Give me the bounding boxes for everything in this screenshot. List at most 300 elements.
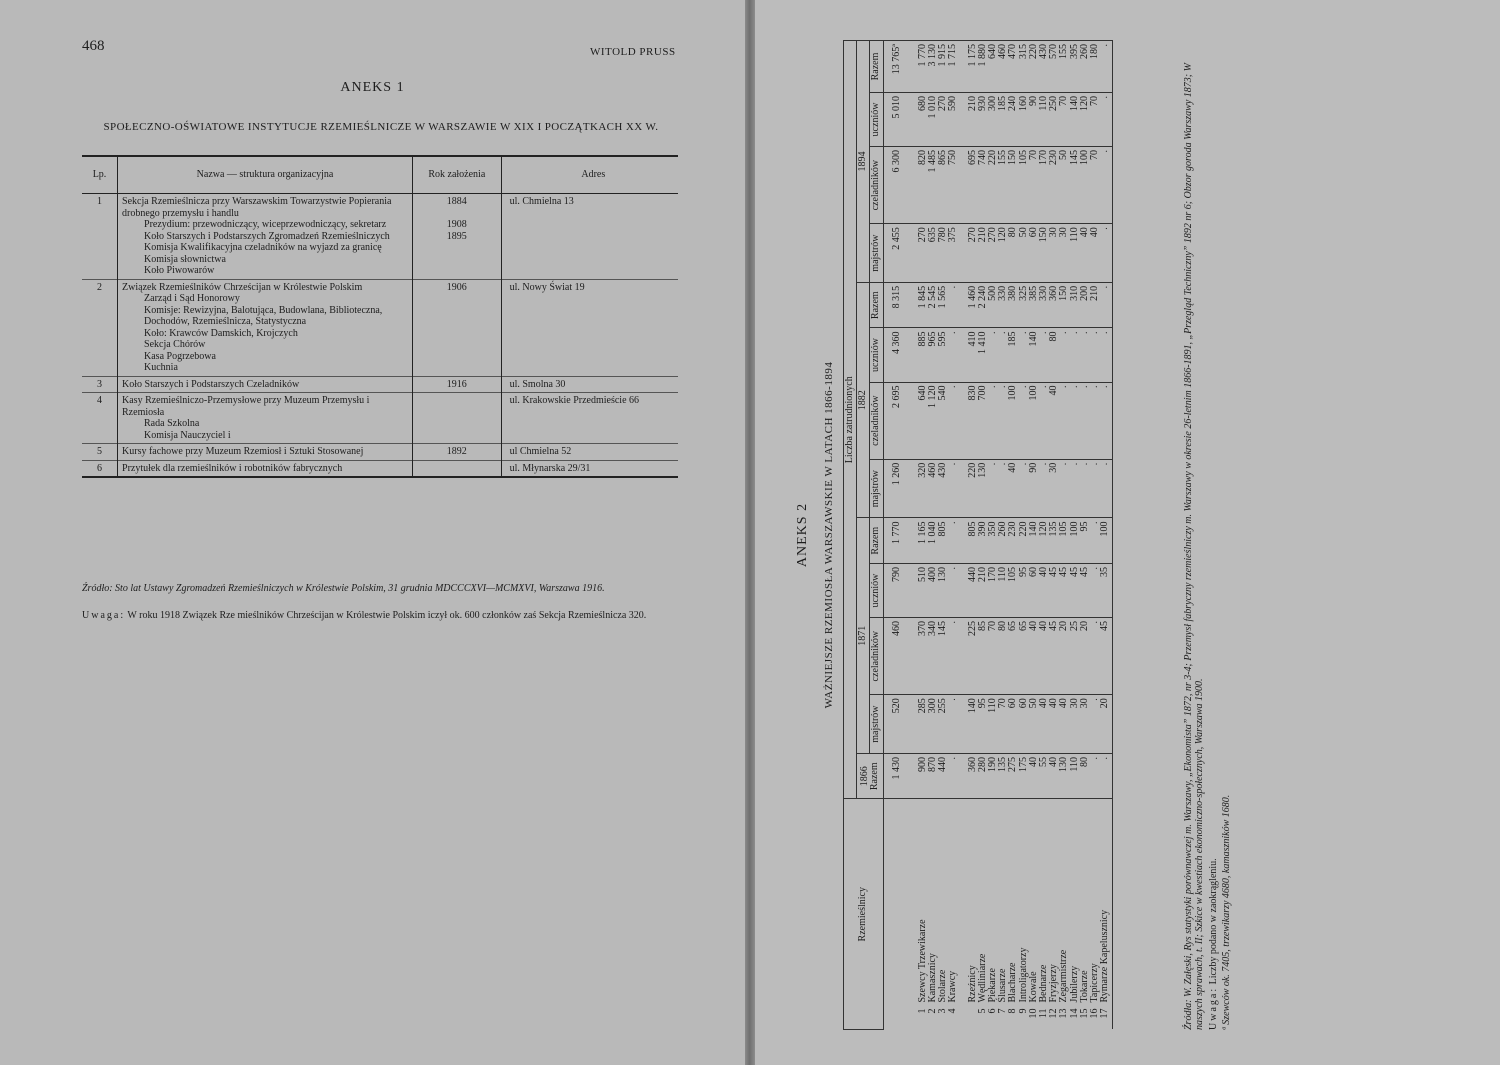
institution-year: 1906 (446, 281, 467, 293)
cell-value: 700 (978, 382, 988, 459)
cell-value: 330 (998, 282, 1008, 328)
cell-value: 380 (1008, 282, 1018, 328)
cell-value: 30 (1049, 459, 1059, 518)
h71-razem: Razem (870, 518, 883, 564)
cell-value: 190 (988, 753, 998, 799)
cell-value: . (948, 328, 958, 382)
left-page (0, 0, 745, 1065)
sub-unit: Sekcja Chórów (144, 339, 206, 350)
cell-value: 130 (938, 563, 948, 617)
totals-row (883, 41, 918, 1030)
h82-uczniow: uczniów (870, 328, 883, 382)
header-lp: Lp. (82, 156, 118, 194)
cell-value: 40 (1039, 695, 1049, 754)
h94-razem: Razem (870, 41, 883, 93)
table-row (1070, 41, 1080, 1030)
cell-value: 870 (928, 753, 938, 799)
cell-value: 20 (1080, 618, 1090, 695)
cell-value: 1 120 (928, 382, 938, 459)
h82-razem: Razem (870, 282, 883, 328)
cell-value: 185 (998, 92, 1008, 146)
sub-unit: Komisje: Rewizyjna, Balotująca, Budowlana, Biblioteczna, Dochodów, Rzemieślnicza, Statystyczna (144, 304, 383, 327)
row-year (413, 279, 502, 376)
cell-value: . (948, 618, 958, 695)
craft-name: Introligatorzy (1019, 799, 1029, 1006)
cell-value: 105 (1019, 147, 1029, 224)
cell-value: 220 (1019, 518, 1029, 564)
cell-value: . (1059, 459, 1069, 518)
cell-value: 220 (1029, 41, 1039, 93)
cell-value: 20 (1059, 618, 1069, 695)
row-name (118, 444, 413, 461)
cell-value: 35 (1100, 563, 1113, 617)
cell-value: . (1080, 382, 1090, 459)
rotated-annex-2 (795, 40, 1350, 1030)
cell-value: 325 (1019, 282, 1029, 328)
cell-value: 410 (959, 328, 978, 382)
institution-year: 1884 (446, 196, 467, 207)
cell-value: 740 (978, 147, 988, 224)
table-header-row (82, 156, 678, 194)
h82-czeladnikow: czeladników (870, 382, 883, 459)
cell-value: 1 260 (883, 459, 918, 518)
cell-value: 60 (1019, 695, 1029, 754)
institutions-table (82, 155, 678, 478)
cell-value: 100 (1008, 382, 1018, 459)
cell-value: 185 (1008, 328, 1018, 382)
row-name (118, 279, 413, 376)
cell-value: 1 460 (959, 282, 978, 328)
craft-lp: 3 (937, 1008, 949, 1014)
cell-value: 110 (1070, 753, 1080, 799)
cell-value: 385 (1029, 282, 1039, 328)
cell-value: 40 (1049, 695, 1059, 754)
cell-value: . (1080, 459, 1090, 518)
cell-value: . (948, 563, 958, 617)
craft-name: Stolarze (938, 799, 948, 1006)
cell-value: 40 (1039, 563, 1049, 617)
cell-value: 80 (1080, 753, 1090, 799)
table-row (82, 194, 678, 280)
sub-unit-year (417, 339, 497, 351)
cell-value: 100 (1100, 518, 1113, 564)
cell-value: . (1100, 41, 1113, 93)
sub-unit: Rada Szkolna (144, 418, 200, 429)
cell-value: 830 (959, 382, 978, 459)
cell-value: 640 (918, 382, 928, 459)
cell-value: 140 (959, 695, 978, 754)
cell-value: 65 (1019, 618, 1029, 695)
cell-value: 2 240 (978, 282, 988, 328)
cell-value: 570 (1049, 41, 1059, 93)
row-name (118, 194, 413, 280)
running-head: WITOLD PRUSS (590, 46, 676, 58)
cell-value: 70 (1059, 92, 1069, 146)
cell-value: 695 (959, 147, 978, 224)
row-lp: 1 (82, 194, 118, 280)
cell-value: . (948, 695, 958, 754)
cell-value: 140 (1070, 92, 1080, 146)
cell-value: 25 (1070, 618, 1080, 695)
table-row (1100, 41, 1113, 1030)
sub-unit: Koło Piwowarów (144, 265, 215, 276)
cell-value: 1 845 (918, 282, 928, 328)
cell-value: 1 165 (918, 518, 928, 564)
cell-value: 145 (938, 618, 948, 695)
cell-value: 110 (1070, 224, 1080, 283)
row-address: ul. Krakowskie Przedmieście 66 (501, 393, 678, 444)
cell-value: 13 765ª (883, 41, 918, 93)
cell-value: . (1059, 328, 1069, 382)
craft-lp: 8 (1007, 1008, 1019, 1014)
craft-lp: 1 (916, 1008, 928, 1014)
cell-value: 30 (1059, 224, 1069, 283)
cell-value: 1 175 (959, 41, 978, 93)
cell-value: 220 (988, 147, 998, 224)
craft-name: Kowale (1029, 799, 1039, 1006)
sub-unit-year (417, 293, 497, 305)
cell-value: 930 (978, 92, 988, 146)
craft-lp (959, 1006, 978, 1030)
cell-value: . (948, 753, 958, 799)
cell-value: 20 (1100, 695, 1113, 754)
cell-value: 460 (883, 618, 918, 695)
sub-unit-year: 1895 (446, 230, 467, 242)
cell-value: 640 (988, 41, 998, 93)
cell-value: 145 (1070, 147, 1080, 224)
cell-value: . (988, 459, 998, 518)
header-1871: 1871 (857, 518, 870, 754)
cell-value: 330 (1039, 282, 1049, 328)
cell-value: . (998, 459, 1008, 518)
cell-value: 85 (978, 618, 988, 695)
cell-value: 8 315 (883, 282, 918, 328)
row-lp: 5 (82, 444, 118, 461)
cell-value: . (1090, 459, 1100, 518)
aneks-1-title: ANEKS 1 (340, 80, 405, 95)
cell-value: 4 360 (883, 328, 918, 382)
cell-value: . (1090, 563, 1100, 617)
sub-unit: Kuchnia (144, 362, 178, 373)
sub-unit: Prezydium: przewodniczący, wiceprzewodniczący, sekretarz (144, 219, 387, 230)
remark-note (82, 610, 680, 621)
row-name (118, 460, 413, 477)
aneks-2-note-text: Liczby podano w zaokrągleniu. (1208, 858, 1219, 987)
row-lp: 4 (82, 393, 118, 444)
cell-value: . (1100, 282, 1113, 328)
cell-value: . (948, 382, 958, 459)
cell-value: 175 (1019, 753, 1029, 799)
cell-value: . (1100, 224, 1113, 283)
cell-value: . (1090, 695, 1100, 754)
note-text: W roku 1918 Związek Rze mieślników Chrześcijan w Królestwie Polskim iczył ok. 600 członków zaś Sekcja Rzemieślnicza 320. (125, 610, 647, 621)
craft-name: Rzeźnicy (959, 799, 978, 1006)
craft-lp: 9 (1017, 1008, 1029, 1014)
institution-name: Przytułek dla rzemieślników i robotników fabrycznych (122, 462, 343, 474)
cell-value: 6 300 (883, 147, 918, 224)
cell-value: . (1019, 382, 1029, 459)
cell-value: 260 (998, 518, 1008, 564)
cell-value: 90 (1029, 459, 1039, 518)
cell-value: . (1100, 147, 1113, 224)
cell-value: 210 (959, 92, 978, 146)
sub-unit: Kasa Pogrzebowa (144, 350, 216, 362)
cell-value: . (1070, 459, 1080, 518)
cell-value: 2 455 (883, 224, 918, 283)
sub-unit-year: 1908 (446, 219, 467, 230)
cell-value: 45 (1070, 563, 1080, 617)
sub-unit-year (417, 242, 497, 254)
craft-name: Szewcy Trzewikarze (918, 799, 928, 1006)
row-address: ul. Nowy Świat 19 (501, 279, 678, 376)
sub-unit: Koło Starszych i Podstarszych Zgromadzeń Rzemieślniczych (144, 230, 390, 242)
institution-year: 1916 (446, 378, 467, 390)
cell-value: 460 (998, 41, 1008, 93)
table-row (82, 279, 678, 376)
craft-lp: 4 (947, 1008, 959, 1014)
h94-czeladnikow: czeladników (870, 147, 883, 224)
cell-value: 210 (978, 563, 988, 617)
cell-value: 60 (1008, 695, 1018, 754)
cell-value: 780 (938, 224, 948, 283)
cell-value: 280 (978, 753, 988, 799)
cell-value: 885 (918, 328, 928, 382)
cell-value: 230 (1008, 518, 1018, 564)
cell-value: . (988, 382, 998, 459)
cell-value: 635 (928, 224, 938, 283)
aneks-2-footnote: ª Szewców ok. 7405, trzewikarzy 4680, kamaszników 1680. (1221, 794, 1232, 1030)
craft-lp: 7 (997, 1008, 1009, 1014)
cell-value: 360 (959, 753, 978, 799)
cell-value: 270 (918, 224, 928, 283)
aneks-2-title: WAŻNIEJSZE RZEMIOSŁA WARSZAWSKIE W LATACH 1866-1894 (823, 361, 835, 709)
cell-value: 40 (1059, 695, 1069, 754)
cell-value: 120 (998, 224, 1008, 283)
cell-value: 1 010 (928, 92, 938, 146)
h94-majstrow: majstrów (870, 224, 883, 283)
h71-uczniow: uczniów (870, 563, 883, 617)
cell-value: 440 (959, 563, 978, 617)
cell-value: 135 (998, 753, 1008, 799)
cell-value: 50 (1019, 224, 1029, 283)
row-year (413, 376, 502, 393)
cell-value: 45 (1080, 563, 1090, 617)
cell-value: 155 (998, 147, 1008, 224)
cell-value: 2 695 (883, 382, 918, 459)
table-row (938, 41, 948, 1030)
cell-value: 1 040 (928, 518, 938, 564)
sub-unit-year (417, 328, 497, 340)
cell-value: 120 (1039, 518, 1049, 564)
row-name (118, 393, 413, 444)
cell-value: 110 (998, 563, 1008, 617)
cell-value: 105 (1059, 518, 1069, 564)
row-year (413, 393, 502, 444)
craft-lp: 15 (1078, 1008, 1090, 1019)
header-year: Rok założenia (413, 156, 502, 194)
cell-value: . (1100, 382, 1113, 459)
cell-value: 240 (1008, 92, 1018, 146)
cell-value: 320 (918, 459, 928, 518)
craft-name: Tokarze (1080, 799, 1090, 1006)
cell-value: 270 (988, 224, 998, 283)
row-lp: 3 (82, 376, 118, 393)
cell-value: 1 430 (883, 753, 918, 799)
cell-value: 275 (1008, 753, 1018, 799)
table-row (82, 376, 678, 393)
cell-value: . (948, 282, 958, 328)
cell-value: 430 (1039, 41, 1049, 93)
institution-name: Związek Rzemieślników Chrześcijan w Królestwie Polskim (122, 281, 363, 293)
craft-lp: 5 (976, 1008, 988, 1014)
cell-value: 70 (1090, 147, 1100, 224)
cell-value: . (1019, 328, 1029, 382)
cell-value: . (1070, 328, 1080, 382)
row-year (413, 460, 502, 477)
cell-value: 255 (938, 695, 948, 754)
cell-value: 170 (988, 563, 998, 617)
cell-value: 750 (948, 147, 958, 224)
header-1882: 1882 (857, 282, 870, 518)
institution-year: 1892 (446, 446, 467, 457)
cell-value: 805 (938, 518, 948, 564)
h82-majstrow: majstrów (870, 459, 883, 518)
craft-name: Jubilerzy (1070, 799, 1080, 1006)
cell-value: 375 (948, 224, 958, 283)
cell-value: 80 (1008, 224, 1018, 283)
header-crafts: Rzemieślnicy (844, 799, 884, 1030)
cell-value: 370 (918, 618, 928, 695)
craft-name: Blacharze (1008, 799, 1018, 1006)
craft-lp: 11 (1038, 1008, 1050, 1019)
cell-value: 1 915 (938, 41, 948, 93)
cell-value: 150 (1059, 282, 1069, 328)
table-row (82, 444, 678, 461)
table-row (82, 460, 678, 477)
row-year (413, 444, 502, 461)
cell-value: . (1039, 382, 1049, 459)
cell-value: . (1100, 328, 1113, 382)
crafts-table (843, 40, 1113, 1030)
cell-value: 70 (1090, 92, 1100, 146)
sub-unit-year (417, 254, 497, 266)
cell-value: 30 (1049, 224, 1059, 283)
cell-value: 150 (1008, 147, 1018, 224)
craft-lp: 16 (1089, 1008, 1101, 1019)
craft-name: Ślusarze (998, 799, 1008, 1006)
cell-value: 120 (1080, 92, 1090, 146)
cell-value: 90 (1029, 92, 1039, 146)
craft-lp: 12 (1048, 1008, 1060, 1019)
header-1894: 1894 (857, 41, 870, 283)
cell-value: 350 (988, 518, 998, 564)
cell-value: 300 (988, 92, 998, 146)
cell-value: 590 (948, 92, 958, 146)
cell-value: 1 410 (978, 328, 988, 382)
cell-value: . (1090, 328, 1100, 382)
cell-value: 50 (1029, 695, 1039, 754)
cell-value: 140 (1029, 328, 1039, 382)
cell-value: 285 (918, 695, 928, 754)
aneks-2-note-label: Uwaga: (1208, 986, 1219, 1030)
cell-value: 45 (1100, 618, 1113, 695)
cell-value: . (1019, 459, 1029, 518)
cell-value: 5 010 (883, 92, 918, 146)
cell-value: 130 (1059, 753, 1069, 799)
cell-value: 470 (1008, 41, 1018, 93)
sub-unit: Komisja Kwalifikacyjna czeladników na wyjazd za granicę (144, 242, 382, 253)
cell-value: . (998, 328, 1008, 382)
craft-lp (883, 1006, 918, 1030)
cell-value: 40 (1090, 224, 1100, 283)
cell-value: . (948, 518, 958, 564)
cell-value: 95 (1019, 563, 1029, 617)
cell-value: 440 (938, 753, 948, 799)
cell-value: 30 (1070, 695, 1080, 754)
cell-value: 400 (928, 563, 938, 617)
cell-value: 45 (1049, 618, 1059, 695)
sub-unit-year (417, 395, 497, 407)
cell-value: 210 (1090, 282, 1100, 328)
craft-lp: 17 (1100, 1006, 1113, 1030)
cell-value: 50 (1059, 147, 1069, 224)
cell-value: . (1059, 382, 1069, 459)
cell-value: 1 770 (918, 41, 928, 93)
cell-value: 680 (918, 92, 928, 146)
cell-value: 1 715 (948, 41, 958, 93)
cell-value: 220 (959, 459, 978, 518)
sub-unit: Komisja słownictwa (144, 253, 226, 265)
cell-value: 595 (938, 328, 948, 382)
cell-value: 130 (978, 459, 988, 518)
cell-value: . (998, 382, 1008, 459)
row-address: ul. Chmielna 13 (509, 196, 574, 207)
cell-value: 790 (883, 563, 918, 617)
cell-value: 390 (978, 518, 988, 564)
cell-value: 45 (1059, 563, 1069, 617)
sub-unit-year (417, 351, 497, 363)
cell-value: 210 (978, 224, 988, 283)
cell-value: 200 (1080, 282, 1090, 328)
cell-value: 310 (1070, 282, 1080, 328)
cell-value: . (1100, 753, 1113, 799)
institution-name: Sekcja Rzemieślnicza przy Warszawskim Towarzystwie Popierania drobnego przemysłu i handlu (122, 196, 392, 219)
sub-unit: Koło: Krawców Damskich, Krojczych (144, 327, 298, 339)
craft-lp: 6 (987, 1008, 999, 1014)
cell-value: 460 (928, 459, 938, 518)
cell-value: 100 (1080, 147, 1090, 224)
craft-name: Krawcy (948, 799, 958, 1006)
cell-value: 520 (883, 695, 918, 754)
header-name: Nazwa — struktura organizacyjna (118, 156, 413, 194)
cell-value: 100 (1029, 382, 1039, 459)
sub-unit: Komisja Nauczyciel i (144, 429, 231, 441)
cell-value: 315 (1019, 41, 1029, 93)
table-row (948, 41, 958, 1030)
aneks-2-remark (1208, 40, 1219, 1030)
craft-lp: 10 (1027, 1008, 1039, 1019)
h94-uczniow: uczniów (870, 92, 883, 146)
cell-value: 45 (1049, 563, 1059, 617)
cell-value: 180 (1090, 41, 1100, 93)
cell-value: 40 (1008, 459, 1018, 518)
cell-value: 1 565 (938, 282, 948, 328)
table-title: SPOŁECZNO-OŚWIATOWE INSTYTUCJE RZEMIEŚLNICZE W WARSZAWIE W XIX I POCZĄTKACH XX W. (103, 121, 659, 133)
cell-value: 100 (1070, 518, 1080, 564)
craft-lp: 13 (1058, 1008, 1070, 1019)
cell-value: 230 (1049, 147, 1059, 224)
institution-name: Kasy Rzemieślniczo-Przemysłowe przy Muzeum Przemysłu i Rzemiosła (122, 395, 370, 418)
